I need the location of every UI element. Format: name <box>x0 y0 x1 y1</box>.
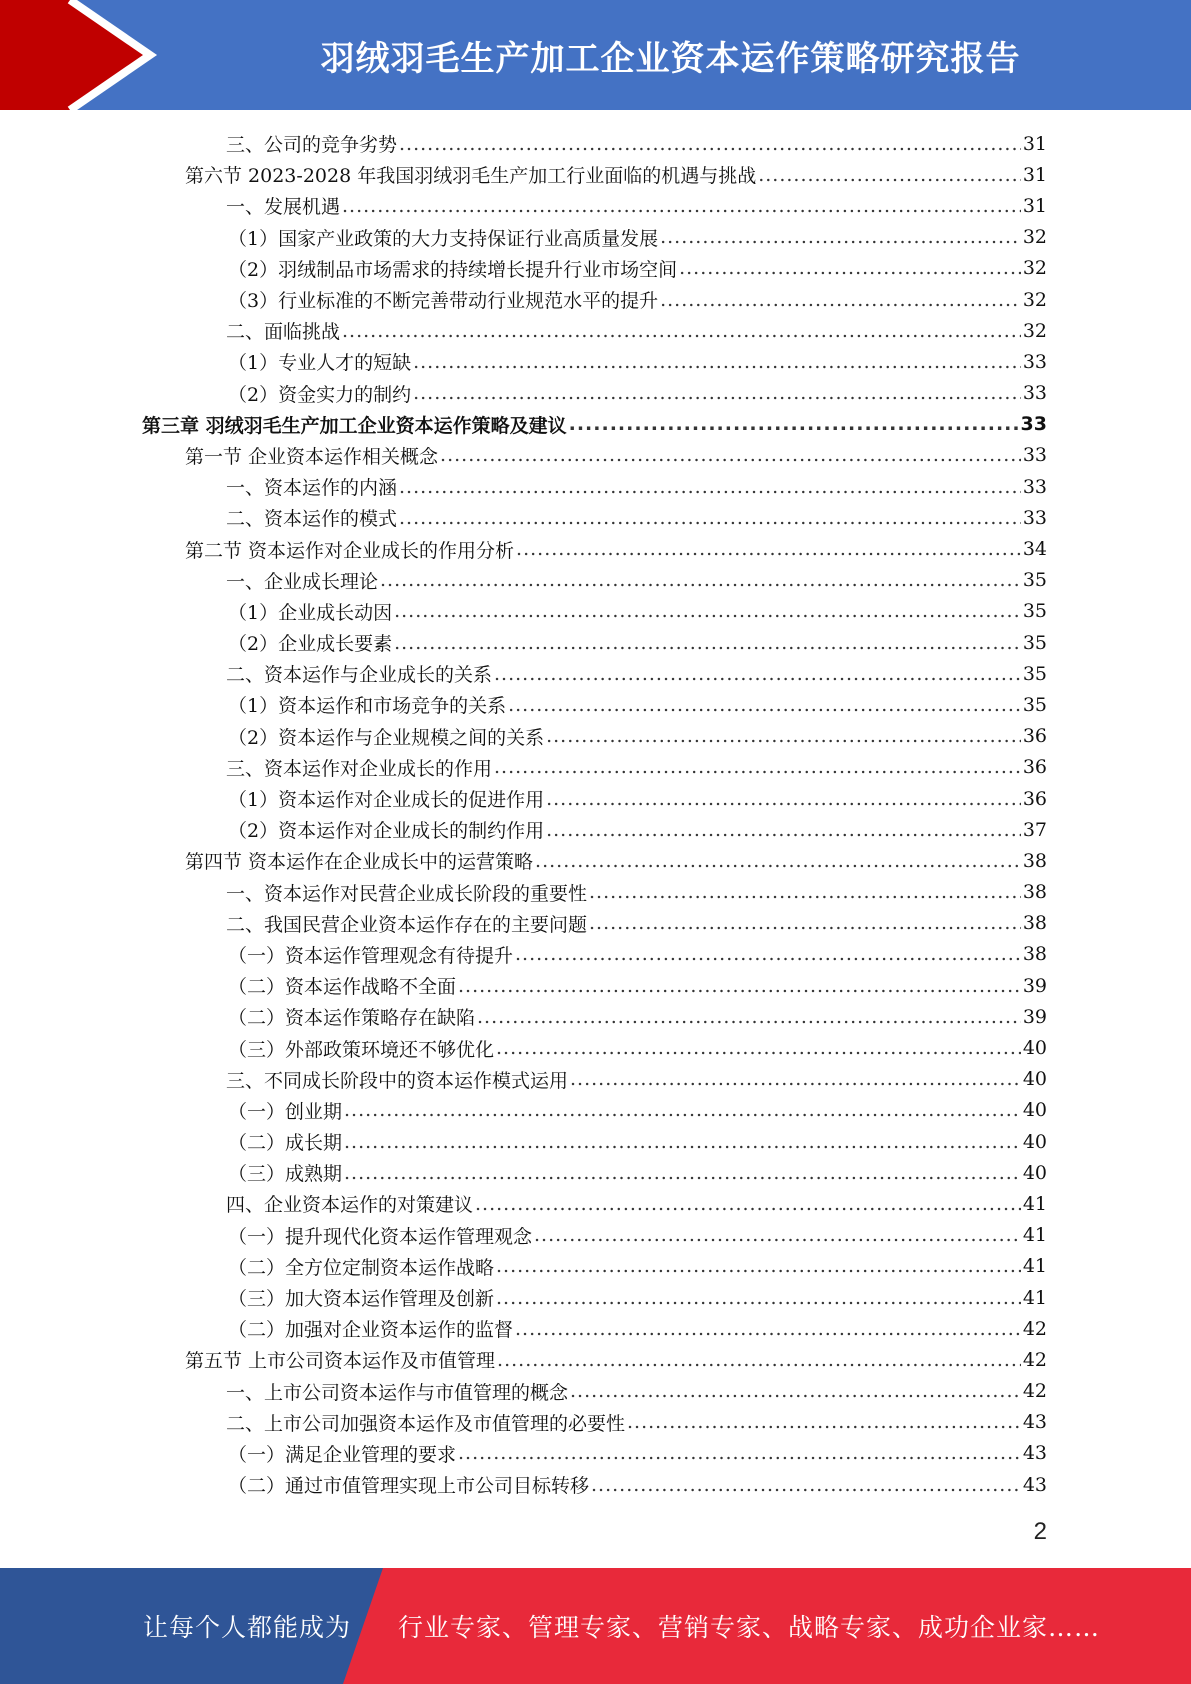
toc-entry-title: 三、公司的竞争劣势 <box>226 134 398 157</box>
toc-entry[interactable] <box>0 1251 1191 1282</box>
toc-entry[interactable] <box>0 1344 1191 1375</box>
toc-entry-page: 42 <box>1022 1348 1047 1371</box>
toc-dot-leader <box>342 320 1021 342</box>
toc-entry-page: 37 <box>1022 818 1047 841</box>
toc-entry-page: 38 <box>1022 849 1047 872</box>
toc-dot-leader <box>494 663 1021 685</box>
toc-entry[interactable] <box>0 689 1191 720</box>
toc-entry[interactable] <box>0 721 1191 752</box>
toc-entry-page: 33 <box>1022 382 1047 405</box>
toc-entry[interactable] <box>0 533 1191 564</box>
toc-entry-title: （1）企业成长动因 <box>228 601 393 624</box>
toc-dot-leader <box>660 226 1021 248</box>
toc-dot-leader <box>589 912 1021 934</box>
toc-entry-title: （1）资本运作对企业成长的促进作用 <box>228 789 545 812</box>
toc-entry-title: 二、面临挑战 <box>226 321 341 344</box>
footer-slogan-right: 行业专家、管理专家、营销专家、战略专家、成功企业家…… <box>398 1613 1101 1642</box>
toc-entry-title: 二、我国民营企业资本运作存在的主要问题 <box>226 913 588 936</box>
toc-entry-title: （一）提升现代化资本运作管理观念 <box>228 1225 533 1248</box>
toc-entry-title: （二）成长期 <box>228 1132 343 1155</box>
toc-entry[interactable] <box>0 1001 1191 1032</box>
toc-dot-leader <box>475 1193 1021 1215</box>
toc-entry-page: 35 <box>1022 662 1047 685</box>
toc-entry[interactable] <box>0 378 1191 409</box>
toc-entry[interactable] <box>0 565 1191 596</box>
toc-dot-leader <box>399 133 1021 155</box>
toc-entry-page: 33 <box>1020 413 1047 436</box>
toc-dot-leader <box>660 289 1021 311</box>
toc-entry-page: 39 <box>1022 974 1047 997</box>
toc-dot-leader <box>570 1380 1021 1402</box>
toc-entry-title: 第二节 资本运作对企业成长的作用分析 <box>185 539 515 562</box>
toc-entry-title: （二）资本运作战略不全面 <box>228 976 457 999</box>
toc-entry-title: （2）企业成长要素 <box>228 633 393 656</box>
toc-entry[interactable] <box>0 752 1191 783</box>
toc-entry[interactable] <box>0 253 1191 284</box>
toc-entry-title: （三）成熟期 <box>228 1163 343 1186</box>
toc-entry-page: 40 <box>1022 1037 1047 1060</box>
toc-dot-leader <box>399 507 1021 529</box>
toc-entry-title: （3）行业标准的不断完善带动行业规范水平的提升 <box>228 290 659 313</box>
page-number: 2 <box>1033 1518 1047 1545</box>
toc-dot-leader <box>496 1255 1021 1277</box>
toc-entry-page: 41 <box>1022 1192 1047 1215</box>
toc-dot-leader <box>515 943 1021 965</box>
toc-entry[interactable] <box>0 1438 1191 1469</box>
toc-entry-title: 二、资本运作与企业成长的关系 <box>226 664 493 687</box>
toc-dot-leader <box>546 788 1021 810</box>
toc-entry-title: 第四节 资本运作在企业成长中的运营策略 <box>185 851 534 874</box>
toc-entry-page: 32 <box>1022 257 1047 280</box>
toc-entry-title: 三、不同成长阶段中的资本运作模式运用 <box>226 1069 569 1092</box>
toc-entry[interactable] <box>0 939 1191 970</box>
toc-entry-page: 43 <box>1022 1442 1047 1465</box>
toc-dot-leader <box>534 1224 1021 1246</box>
toc-entry[interactable] <box>0 1064 1191 1095</box>
toc-entry-title: 第三章 羽绒羽毛生产加工企业资本运作策略及建议 <box>142 414 567 437</box>
toc-dot-leader <box>458 975 1021 997</box>
toc-dot-leader <box>413 382 1021 404</box>
toc-entry[interactable] <box>0 1376 1191 1407</box>
toc-entry-page: 41 <box>1022 1224 1047 1247</box>
toc-entry-page: 33 <box>1022 444 1047 467</box>
toc-entry[interactable] <box>0 1157 1191 1188</box>
toc-entry-title: （二）全方位定制资本运作战略 <box>228 1256 495 1279</box>
toc-entry[interactable] <box>0 315 1191 346</box>
toc-entry[interactable] <box>0 908 1191 939</box>
toc-entry-page: 40 <box>1022 1130 1047 1153</box>
toc-dot-leader <box>380 569 1021 591</box>
toc-entry-page: 36 <box>1022 725 1047 748</box>
toc-entry-title: 一、发展机遇 <box>226 196 341 219</box>
toc-dot-leader <box>440 444 1021 466</box>
toc-entry-title: （二）通过市值管理实现上市公司目标转移 <box>228 1475 590 1498</box>
toc-entry-title: （2）资本运作对企业成长的制约作用 <box>228 820 545 843</box>
toc-entry-page: 40 <box>1022 1161 1047 1184</box>
toc-entry[interactable] <box>0 1282 1191 1313</box>
toc-entry-title: （一）资本运作管理观念有待提升 <box>228 944 514 967</box>
toc-entry-page: 38 <box>1022 912 1047 935</box>
toc-entry-title: （2）羽绒制品市场需求的持续增长提升行业市场空间 <box>228 258 678 281</box>
toc-entry-title: （2）资本运作与企业规模之间的关系 <box>228 726 545 749</box>
toc-entry-page: 38 <box>1022 881 1047 904</box>
toc-entry[interactable] <box>0 970 1191 1001</box>
toc-entry[interactable] <box>0 502 1191 533</box>
toc-dot-leader <box>497 1349 1021 1371</box>
toc-entry-title: 第六节 2023-2028 年我国羽绒羽毛生产加工行业面临的机遇与挑战 <box>185 165 757 188</box>
toc-entry[interactable] <box>0 1220 1191 1251</box>
toc-dot-leader <box>546 819 1021 841</box>
toc-entry-title: 一、资本运作的内涵 <box>226 477 398 500</box>
toc-entry[interactable] <box>0 190 1191 221</box>
toc-dot-leader <box>591 1474 1021 1496</box>
toc-dot-leader <box>413 351 1021 373</box>
toc-entry-page: 35 <box>1022 569 1047 592</box>
toc-entry[interactable] <box>0 1313 1191 1344</box>
toc-dot-leader <box>589 881 1021 903</box>
toc-entry[interactable] <box>0 783 1191 814</box>
toc-entry-title: （三）外部政策环境还不够优化 <box>228 1038 495 1061</box>
header-banner <box>0 0 1191 110</box>
toc-entry-title: 第五节 上市公司资本运作及市值管理 <box>185 1350 496 1373</box>
toc-entry-page: 34 <box>1022 538 1047 561</box>
toc-entry-page: 43 <box>1022 1411 1047 1434</box>
toc-entry-title: （1）国家产业政策的大力支持保证行业高质量发展 <box>228 227 659 250</box>
toc-entry-title: 一、上市公司资本运作与市值管理的概念 <box>226 1381 569 1404</box>
toc-entry-page: 42 <box>1022 1380 1047 1403</box>
toc-entry-page: 31 <box>1022 163 1047 186</box>
toc-chapter-entry[interactable] <box>0 409 1191 440</box>
toc-dot-leader <box>535 850 1021 872</box>
toc-dot-leader <box>342 195 1021 217</box>
toc-entry-page: 36 <box>1022 756 1047 779</box>
toc-entry-title: （二）资本运作策略存在缺陷 <box>228 1007 476 1030</box>
toc-dot-leader <box>496 1287 1021 1309</box>
toc-entry[interactable] <box>0 471 1191 502</box>
toc-entry-page: 32 <box>1022 319 1047 342</box>
toc-dot-leader <box>458 1442 1021 1464</box>
toc-entry-page: 38 <box>1022 943 1047 966</box>
toc-entry-page: 43 <box>1022 1473 1047 1496</box>
toc-entry[interactable] <box>0 222 1191 253</box>
toc-dot-leader <box>758 164 1021 186</box>
toc-entry-page: 35 <box>1022 693 1047 716</box>
toc-entry-page: 32 <box>1022 226 1047 249</box>
toc-entry[interactable] <box>0 440 1191 471</box>
toc-entry[interactable] <box>0 346 1191 377</box>
toc-entry[interactable] <box>0 159 1191 190</box>
toc-entry[interactable] <box>0 284 1191 315</box>
toc-entry-title: （1）专业人才的短缺 <box>228 352 412 375</box>
toc-dot-leader <box>394 632 1021 654</box>
toc-dot-leader <box>399 476 1021 498</box>
toc-entry[interactable] <box>0 596 1191 627</box>
toc-entry-title: 一、企业成长理论 <box>226 570 379 593</box>
toc-entry[interactable] <box>0 1032 1191 1063</box>
footer-banner <box>0 1568 1191 1684</box>
toc-dot-leader <box>477 1006 1021 1028</box>
toc-entry-page: 41 <box>1022 1286 1047 1309</box>
toc-dot-leader <box>344 1131 1021 1153</box>
toc-entry-title: （一）创业期 <box>228 1100 343 1123</box>
toc-dot-leader <box>494 756 1021 778</box>
toc-entry-page: 40 <box>1022 1099 1047 1122</box>
toc-entry[interactable] <box>0 814 1191 845</box>
toc-entry[interactable] <box>0 1126 1191 1157</box>
toc-entry[interactable] <box>0 877 1191 908</box>
toc-entry-page: 31 <box>1022 132 1047 155</box>
toc-entry-page: 42 <box>1022 1317 1047 1340</box>
toc-entry[interactable] <box>0 1407 1191 1438</box>
toc-entry-page: 35 <box>1022 631 1047 654</box>
toc-dot-leader <box>344 1162 1021 1184</box>
toc-entry-title: （二）加强对企业资本运作的监督 <box>228 1319 514 1342</box>
toc-entry-title: 一、资本运作对民营企业成长阶段的重要性 <box>226 882 588 905</box>
toc-entry-title: （1）资本运作和市场竞争的关系 <box>228 695 507 718</box>
toc-dot-leader <box>516 538 1021 560</box>
toc-dot-leader <box>627 1411 1021 1433</box>
toc-entry[interactable] <box>0 128 1191 159</box>
toc-entry[interactable] <box>0 1469 1191 1500</box>
toc-entry-page: 39 <box>1022 1005 1047 1028</box>
toc-entry-title: （三）加大资本运作管理及创新 <box>228 1288 495 1311</box>
toc-entry-title: 二、资本运作的模式 <box>226 508 398 531</box>
toc-dot-leader <box>344 1099 1021 1121</box>
table-of-contents <box>0 128 1191 1500</box>
toc-entry[interactable] <box>0 845 1191 876</box>
toc-entry-page: 33 <box>1022 350 1047 373</box>
toc-dot-leader <box>394 600 1021 622</box>
toc-entry-page: 41 <box>1022 1255 1047 1278</box>
footer-slogan-left: 让每个人都能成为 <box>143 1613 352 1642</box>
toc-entry-page: 36 <box>1022 787 1047 810</box>
toc-entry-title: 四、企业资本运作的对策建议 <box>226 1194 474 1217</box>
toc-dot-leader <box>546 725 1021 747</box>
toc-entry[interactable] <box>0 658 1191 689</box>
toc-entry-page: 33 <box>1022 506 1047 529</box>
toc-dot-leader <box>508 694 1021 716</box>
toc-entry-page: 33 <box>1022 475 1047 498</box>
toc-entry[interactable] <box>0 627 1191 658</box>
toc-entry-page: 35 <box>1022 600 1047 623</box>
toc-entry-page: 31 <box>1022 194 1047 217</box>
toc-entry-title: 第一节 企业资本运作相关概念 <box>185 445 439 468</box>
toc-entry[interactable] <box>0 1188 1191 1219</box>
toc-dot-leader <box>496 1037 1021 1059</box>
toc-dot-leader <box>679 257 1021 279</box>
toc-entry-title: （2）资金实力的制约 <box>228 383 412 406</box>
toc-entry-title: 三、资本运作对企业成长的作用 <box>226 757 493 780</box>
toc-entry-page: 32 <box>1022 288 1047 311</box>
toc-entry-title: （一）满足企业管理的要求 <box>228 1443 457 1466</box>
toc-dot-leader <box>569 413 1019 435</box>
header-arrow-decoration <box>0 0 160 110</box>
toc-entry-page: 40 <box>1022 1068 1047 1091</box>
toc-dot-leader <box>515 1318 1021 1340</box>
toc-dot-leader <box>570 1068 1021 1090</box>
toc-entry-title: 二、上市公司加强资本运作及市值管理的必要性 <box>226 1412 626 1435</box>
toc-entry[interactable] <box>0 1095 1191 1126</box>
report-title: 羽绒羽毛生产加工企业资本运作策略研究报告 <box>320 38 1021 79</box>
